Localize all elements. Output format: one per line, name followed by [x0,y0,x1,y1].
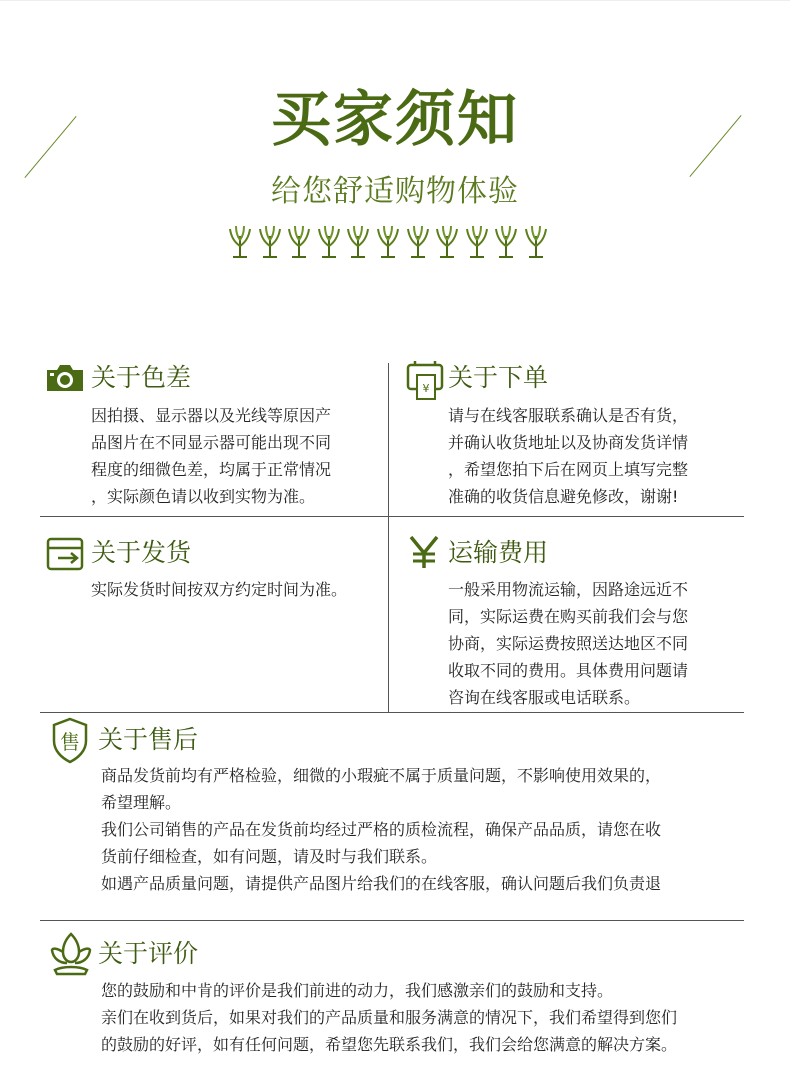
grass-sprout-icon [494,224,518,258]
order-form-icon [406,361,444,405]
section-body-review [101,977,677,1058]
section-title-shipping: 关于发货 [91,538,192,567]
column-divider [388,363,389,713]
text-line: ，希望您拍下后在网页上填写完整 [448,460,689,479]
section-body-freight [448,576,688,711]
grass-sprout-icon [346,224,370,258]
svg-text:¥: ¥ [422,382,430,395]
camera-icon [44,362,86,398]
grass-sprout-icon [258,224,282,258]
row-divider-1 [40,516,744,517]
text-line: 一般采用物流运输，因路途远近不 [448,580,689,599]
section-title-order: 关于下单 [448,363,549,392]
text-line: 请与在线客服联系确认是否有货， [448,406,689,425]
section-body-order [448,402,688,510]
text-line: 商品发货前均有严格检验，细微的小瑕疵不属于质量问题，不影响使用效果的， [101,766,662,785]
row-divider-2 [40,712,744,713]
grass-sprout-icon [406,224,430,258]
page-title: 买家须知 [271,85,519,155]
grass-sprout-icon [524,224,548,258]
text-line: 同，实际运费在购买前我们会与您 [448,607,689,626]
section-title-after-sales: 关于售后 [98,725,199,754]
row-divider-3 [40,920,744,921]
grass-sprout-icon [465,224,489,258]
flower-icon [49,930,93,980]
text-line: 因拍摄、显示器以及光线等原因产 [91,406,332,425]
grass-sprout-icon [287,224,311,258]
grass-sprout-icon [435,224,459,258]
shield-shou-icon [50,716,90,768]
shield-glyph: 售 [60,730,80,754]
section-title-freight: 运输费用 [448,538,549,567]
text-line: 您的鼓励和中肯的评价是我们前进的动力，我们感激亲们的鼓励和支持。 [101,981,614,1000]
section-title-review: 关于评价 [98,939,199,968]
text-line: 亲们在收到货后，如果对我们的产品质量和服务满意的情况下，我们希望得到您们 [101,1008,678,1027]
text-line: 咨询在线客服或电话联系。 [448,688,641,707]
text-line: 我们公司销售的产品在发货前均经过严格的质检流程，确保产品品质，请您在收 [101,820,662,839]
text-line: 品图片在不同显示器可能出现不同 [91,433,332,452]
text-line: 准确的收货信息避免修改，谢谢! [448,487,679,506]
text-line: 并确认收货地址以及协商发货详情 [448,433,689,452]
yen-icon [406,534,442,574]
text-line: 如遇产品质量问题，请提供产品图片给我们的在线客服，确认问题后我们负责退 [101,874,662,893]
text-line: 程度的细微色差，均属于正常情况 [91,460,332,479]
section-title-color-diff: 关于色差 [91,363,192,392]
text-line: 实际发货时间按双方约定时间为准。 [91,580,348,599]
section-body-color-diff [91,402,331,510]
section-body-after-sales [101,762,661,897]
section-body-shipping [91,576,347,603]
text-line: 收取不同的费用。具体费用问题请 [448,661,689,680]
grass-sprout-icon [317,224,341,258]
page-subtitle: 给您舒适购物体验 [271,174,519,209]
delivery-box-icon [46,536,86,576]
text-line: ，实际颜色请以收到实物为准。 [91,487,316,506]
text-line: 协商，实际运费按照送达地区不同 [448,634,689,653]
text-line: 货前仔细检查，如有问题，请及时与我们联系。 [101,847,438,866]
grass-sprout-icon [376,224,400,258]
text-line: 的鼓励的好评，如有任何问题，希望您先联系我们，我们会给您满意的解决方案。 [101,1035,678,1054]
top-border [0,0,790,1]
grass-decoration-row [228,224,548,258]
text-line: 希望理解。 [101,793,182,812]
grass-sprout-icon [228,224,252,258]
